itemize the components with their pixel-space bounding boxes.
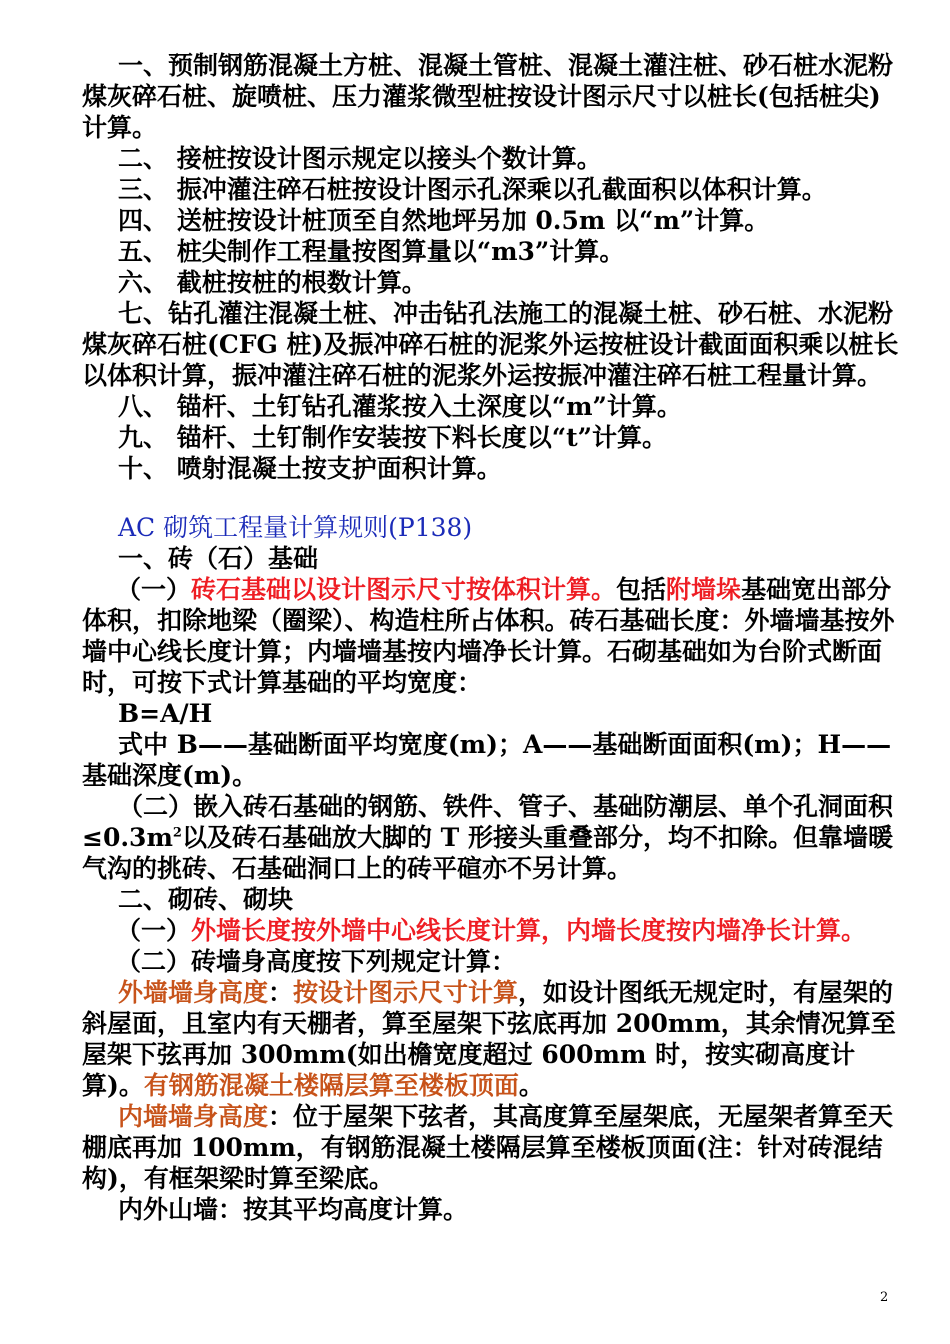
text-segment: 基础宽出部分体积，扣除地梁（圈梁）、构造柱所占体积。砖石基础长度：外墙墙基按外墙中心线长度计算；内墙墙基按内墙净长计算。石砌基础如为台阶式断面时，可按下式计算基础的平均宽度： (82, 575, 895, 697)
gable-wall-rule: 内外山墙：按其平均高度计算。 (118, 1195, 469, 1224)
text-segment: ，如设计图纸无规定时，有屋架的斜屋面，且室内有天棚者，算至屋架下弦底再加 200mm，其余情况算至屋架下弦再加 300mm(如出檐宽度超过 600mm 时，按实砌高度计算)。 (82, 978, 896, 1100)
formula: B=A/H (118, 699, 213, 728)
pile-rule-6: 六、 截桩按桩的根数计算。 (118, 268, 427, 297)
text-segment: ：位于屋架下弦者，其高度算至屋架底，无屋架者算至天棚底再加 100mm，有钢筋混凝土楼隔层算至楼板顶面(注：针对砖混结构)，有框架梁时算至梁底。 (82, 1102, 894, 1193)
formula-description: 式中 B——基础断面平均宽度(m)；A——基础断面面积(m)；H——基础深度(m)。 (82, 730, 892, 790)
pile-rule-4: 四、 送桩按设计桩顶至自然地坪另加 0.5m 以“m”计算。 (118, 206, 770, 235)
brick-item-1 (82, 915, 902, 946)
outer-wall-label: 外墙墙身高度 (118, 978, 269, 1007)
red-emphasis-volume: 砖石基础以设计图示尺寸按体积计算。 (191, 575, 617, 604)
brick-item-2: （二）砖墙身高度按下列规定计算： (116, 947, 517, 976)
pile-rule-7: 七、钻孔灌注混凝土桩、冲击钻孔法施工的混凝土桩、砂石桩、水泥粉煤灰碎石桩(CFG 桩)及振冲碎石桩的泥浆外运按桩设计截面面积乘以桩长以体积计算，振冲灌注碎石桩的泥浆外运按振冲灌注碎石桩工程量计算。 (82, 299, 899, 390)
masonry-subheading-brick: 二、砌砖、砌块 (118, 885, 294, 914)
brown-emphasis-design: 按设计图示尺寸计算 (293, 978, 519, 1007)
foundation-item-2 (82, 791, 902, 884)
outer-wall-height-rule (82, 977, 902, 1101)
brown-emphasis-slab: 有钢筋混凝土楼隔层算至楼板顶面 (143, 1071, 519, 1100)
pile-rule-1: 一、预制钢筋混凝土方桩、混凝土管桩、混凝土灌注桩、砂石桩水泥粉煤灰碎石桩、旋喷桩、压力灌浆微型桩按设计图示尺寸以桩长(包括桩尖)计算。 (82, 51, 894, 142)
item-prefix: （一） (116, 916, 192, 945)
page-number: 2 (880, 1290, 889, 1305)
text-segment: 。 (518, 1071, 544, 1100)
foundation-item-1 (82, 574, 902, 698)
section-gap (82, 484, 902, 512)
pile-rule-10: 十、 喷射混凝土按支护面积计算。 (118, 454, 502, 483)
masonry-heading: AC 砌筑工程量计算规则(P138) (118, 513, 473, 542)
pile-rule-2: 二、 接桩按设计图示规定以接头个数计算。 (118, 144, 602, 173)
pile-rule-9: 九、 锚杆、土钉制作安装按下料长度以“t”计算。 (118, 423, 668, 452)
document-body (82, 50, 902, 1225)
text-segment: 以及砖石基础放大脚的 T 形接头重叠部分，均不扣除。但靠墙暖气沟的挑砖、石基础洞口上的砖平碹亦不另计算。 (82, 823, 893, 883)
text-segment: ： (268, 978, 294, 1007)
superscript: 2 (172, 825, 182, 841)
red-emphasis-wall-length: 外墙长度按外墙中心线长度计算，内墙长度按内墙净长计算。 (191, 916, 867, 945)
pile-rule-8: 八、 锚杆、土钉钻孔灌浆按入土深度以“m”计算。 (118, 392, 682, 421)
text-segment: 包括 (616, 575, 667, 604)
item-prefix: （一） (116, 575, 192, 604)
red-emphasis-pilaster: 附墙垛 (666, 575, 742, 604)
text-segment: （二）嵌入砖石基础的钢筋、铁件、管子、基础防潮层、单个孔洞面积≤0.3m (82, 792, 894, 852)
pile-rule-3: 三、 振冲灌注碎石桩按设计图示孔深乘以孔截面积以体积计算。 (118, 175, 827, 204)
inner-wall-label: 内墙墙身高度 (118, 1102, 269, 1131)
pile-rule-5: 五、 桩尖制作工程量按图算量以“m3”计算。 (118, 237, 625, 266)
inner-wall-height-rule (82, 1101, 902, 1194)
masonry-subheading-foundation: 一、砖（石）基础 (118, 544, 319, 573)
